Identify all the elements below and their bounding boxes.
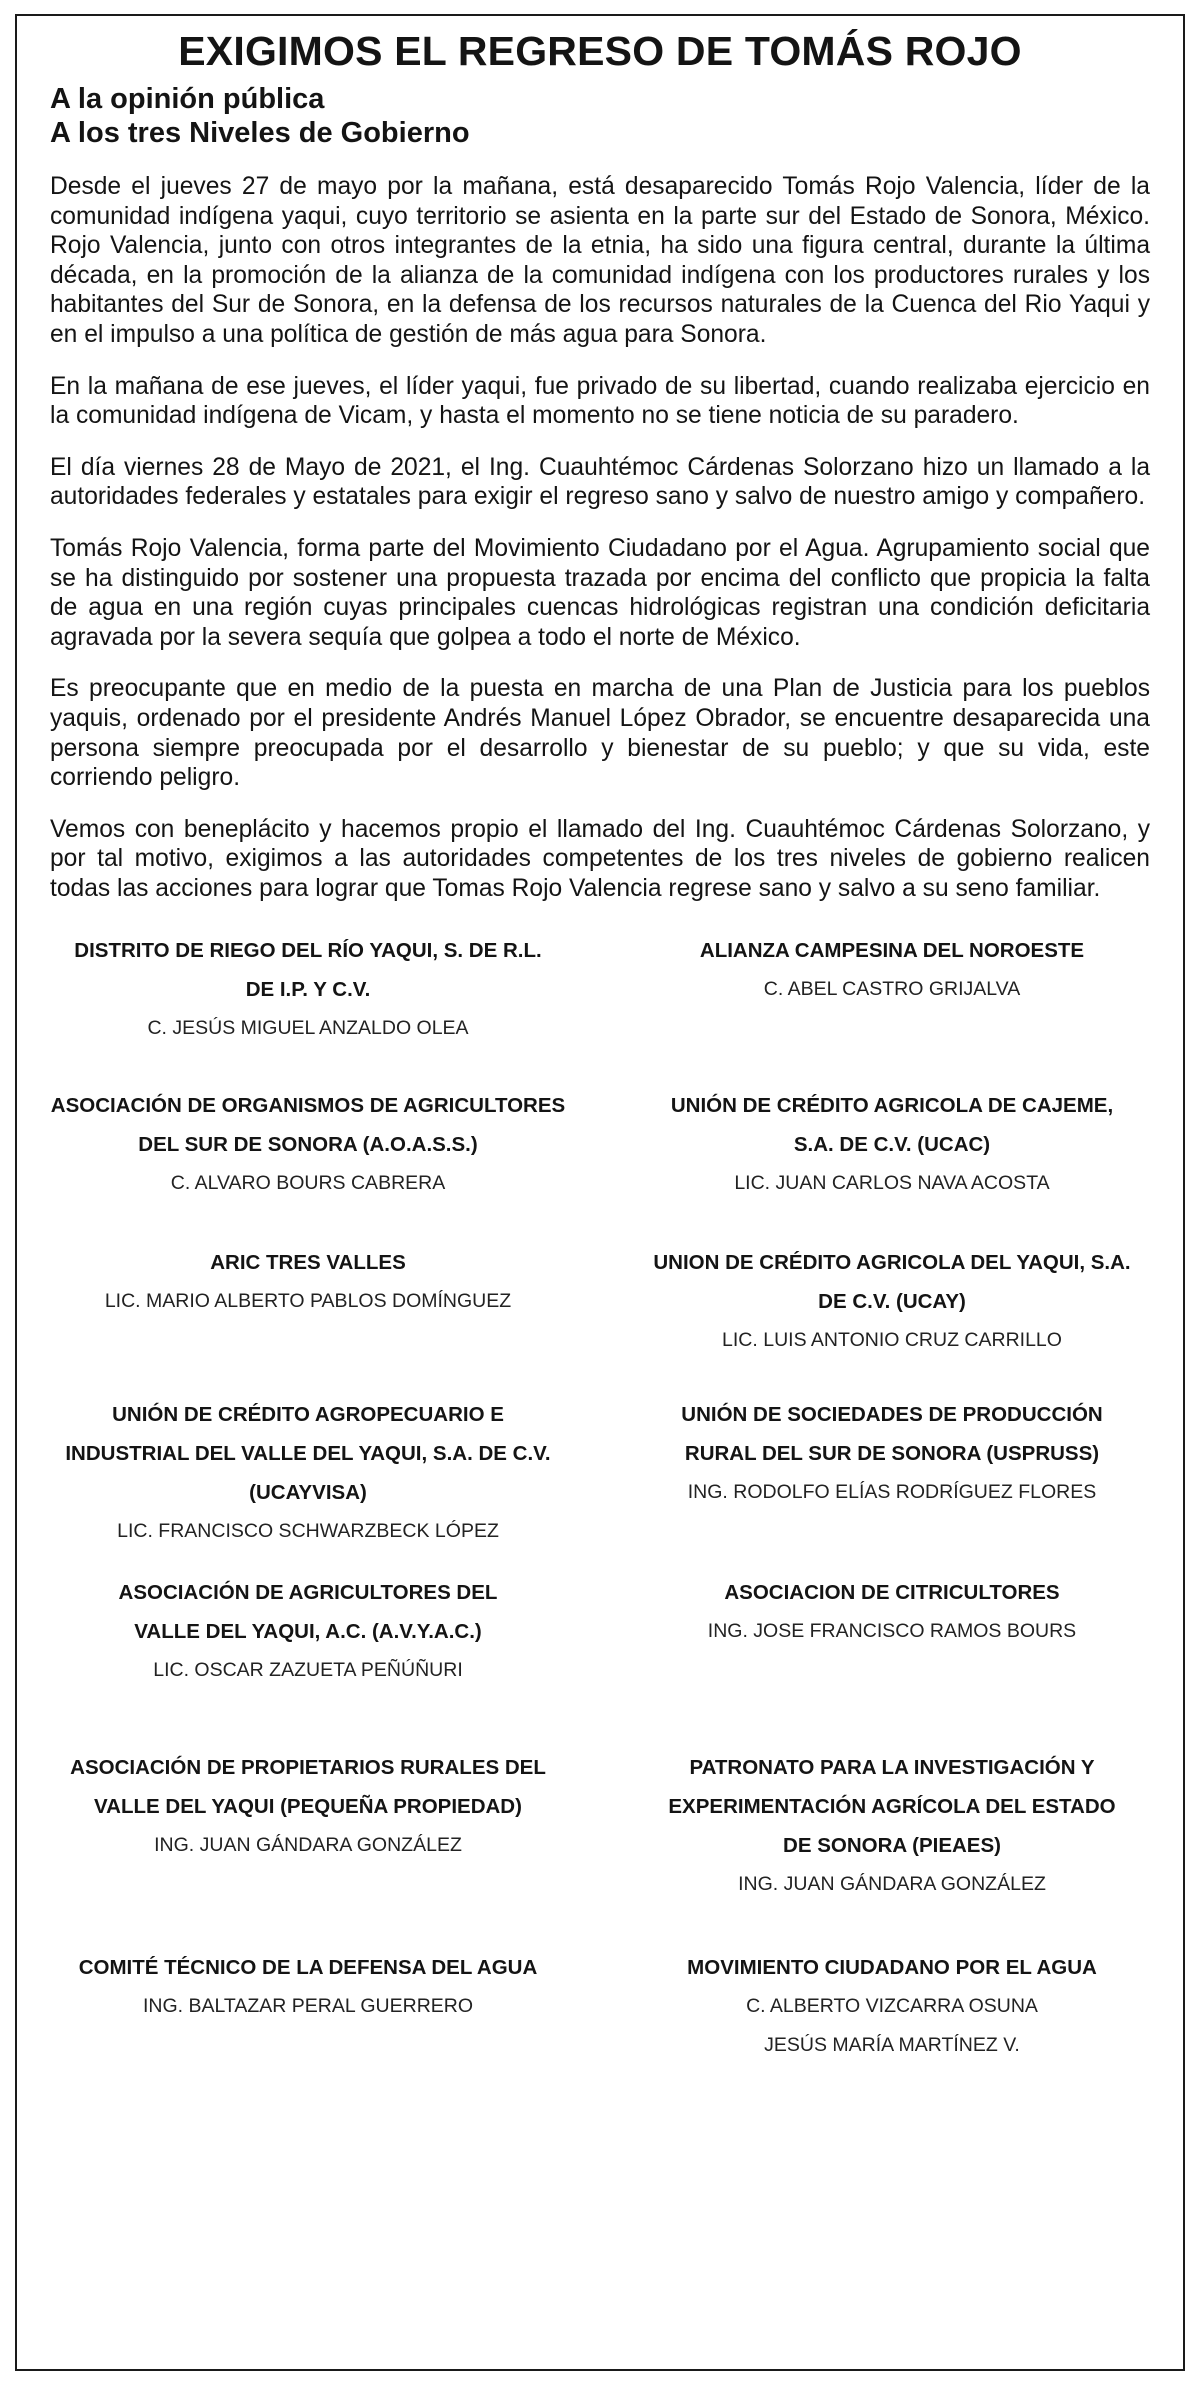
signatory-block [615, 1395, 1169, 1573]
signatory-representative: C. ABEL CASTRO GRIJALVA [763, 978, 1021, 1001]
signatory-organization: S.A. DE C.V. (UCAC) [793, 1133, 991, 1157]
signatory-representative: ING. RODOLFO ELÍAS RODRÍGUEZ FLORES [687, 1481, 1097, 1504]
signatory-organization: INDUSTRIAL DEL VALLE DEL YAQUI, S.A. DE C.V. [65, 1442, 551, 1466]
signatory-representative: LIC. LUIS ANTONIO CRUZ CARRILLO [722, 1329, 1062, 1352]
signatory-representative: ING. JUAN GÁNDARA GONZÁLEZ [154, 1834, 462, 1857]
signatory-organization: MOVIMIENTO CIUDADANO POR EL AGUA [687, 1956, 1097, 1980]
signatory-representative: LIC. MARIO ALBERTO PABLOS DOMÍNGUEZ [104, 1290, 512, 1313]
signatory-block [615, 931, 1169, 1086]
signatory-representative: C. ALBERTO VIZCARRA OSUNA [746, 1995, 1038, 2018]
signatory-representative: LIC. OSCAR ZAZUETA PEÑÚÑURI [153, 1659, 463, 1682]
signatory-organization: ALIANZA CAMPESINA DEL NOROESTE [699, 939, 1085, 963]
signatory-organization: DE C.V. (UCAY) [818, 1290, 966, 1314]
signatory-block [31, 931, 585, 1086]
signatory-representative: ING. JUAN GÁNDARA GONZÁLEZ [738, 1873, 1046, 1896]
paragraph-6: Vemos con beneplácito y hacemos propio el llamado del Ing. Cuauhtémoc Cárdenas Solorzano, y por tal motivo, exigimos a las autoridades competentes de los tres niveles de gobierno realicen todas las acciones para lograr que Tomas Rojo Valencia regrese sano y salvo a su seno familiar. [50, 815, 1150, 902]
signatory-block [615, 1573, 1169, 1748]
signatory-representative: JESÚS MARÍA MARTÍNEZ V. [764, 2034, 1020, 2057]
signatory-block [31, 1086, 585, 1243]
paragraph-4: Tomás Rojo Valencia, forma parte del Movimiento Ciudadano por el Agua. Agrupamiento social que se ha distinguido por sostener una propuesta trazada por encima del conflicto que propicia la falta de agua en una región cuyas principales cuencas hidrológicas registran una condición deficitaria agravada por la severa sequía que golpea a todo el norte de México. [50, 534, 1150, 651]
signatory-representative: ING. JOSE FRANCISCO RAMOS BOURS [707, 1620, 1077, 1643]
signatory-organization: ARIC TRES VALLES [210, 1251, 406, 1275]
signatory-organization: DE I.P. Y C.V. [245, 978, 371, 1002]
signatory-organization: DISTRITO DE RIEGO DEL RÍO YAQUI, S. DE R.L. [74, 939, 542, 963]
paragraph-5: Es preocupante que en medio de la puesta en marcha de una Plan de Justicia para los pueblos yaquis, ordenado por el presidente Andrés Manuel López Obrador, se encuentre desaparecida una persona siempre preocupada por el desarrollo y bienestar de su pueblo; y que su vida, este corriendo peligro. [50, 675, 1150, 792]
signatory-block [31, 1748, 585, 1948]
signatory-organization: RURAL DEL SUR DE SONORA (USPRUSS) [684, 1442, 1100, 1466]
signatory-representative: LIC. JUAN CARLOS NAVA ACOSTA [734, 1172, 1050, 1195]
addressee-public: A la opinión pública [50, 83, 325, 115]
signatory-block [615, 1748, 1169, 1948]
signatory-block [615, 1948, 1169, 2078]
signatory-organization: DE SONORA (PIEAES) [783, 1834, 1001, 1858]
signatory-block [615, 1086, 1169, 1243]
signatory-block [31, 1573, 585, 1748]
signatory-organization: UNIÓN DE CRÉDITO AGROPECUARIO E [112, 1403, 504, 1427]
signatory-block [31, 1395, 585, 1573]
signatory-representative: LIC. FRANCISCO SCHWARZBECK LÓPEZ [117, 1520, 499, 1543]
signatory-organization: EXPERIMENTACIÓN AGRÍCOLA DEL ESTADO [668, 1795, 1116, 1819]
signatory-organization: UNIÓN DE SOCIEDADES DE PRODUCCIÓN [681, 1403, 1103, 1427]
signatory-organization: UNION DE CRÉDITO AGRICOLA DEL YAQUI, S.A. [653, 1251, 1131, 1275]
signatory-organization: COMITÉ TÉCNICO DE LA DEFENSA DEL AGUA [78, 1956, 538, 1980]
paragraph-3: El día viernes 28 de Mayo de 2021, el Ing. Cuauhtémoc Cárdenas Solorzano hizo un llamado a la autoridades federales y estatales para exigir el regreso sano y salvo de nuestro amigo y compañero. [50, 453, 1150, 511]
signatory-organization: VALLE DEL YAQUI (PEQUEÑA PROPIEDAD) [94, 1795, 522, 1819]
paragraph-1: Desde el jueves 27 de mayo por la mañana, está desaparecido Tomás Rojo Valencia, líder de la comunidad indígena yaqui, cuyo territorio se asienta en la parte sur del Estado de Sonora, México. Rojo Valencia, junto con otros integrantes de la etnia, ha sido una figura central, durante la última década, en la promoción de la alianza de la comunidad indígena con los productores rurales y los habitantes del Sur de Sonora, en la defensa de los recursos naturales de la Cuenca del Rio Yaqui y en el impulso a una política de gestión de más agua para Sonora. [50, 173, 1150, 348]
signatory-representative: C. ALVARO BOURS CABRERA [170, 1172, 446, 1195]
addressee-government: A los tres Niveles de Gobierno [50, 117, 470, 149]
signatory-organization: ASOCIACIÓN DE AGRICULTORES DEL [118, 1581, 498, 1605]
signatory-organization: PATRONATO PARA LA INVESTIGACIÓN Y [689, 1756, 1095, 1780]
letter-body [17, 150, 1183, 903]
signatory-organization: ASOCIACION DE CITRICULTORES [724, 1581, 1060, 1605]
signatory-organization: ASOCIACIÓN DE PROPIETARIOS RURALES DEL [70, 1756, 546, 1780]
addressee-block [17, 82, 1183, 150]
signatory-block [615, 1243, 1169, 1395]
signatories-grid [17, 925, 1183, 2078]
signatory-representative: ING. BALTAZAR PERAL GUERRERO [142, 1995, 474, 2018]
headline: EXIGIMOS EL REGRESO DE TOMÁS ROJO [178, 28, 1022, 74]
signatory-organization: ASOCIACIÓN DE ORGANISMOS DE AGRICULTORES [50, 1094, 566, 1118]
signatory-organization: UNIÓN DE CRÉDITO AGRICOLA DE CAJEME, [670, 1094, 1114, 1118]
signatory-organization: DEL SUR DE SONORA (A.O.A.S.S.) [138, 1133, 478, 1157]
signatory-organization: (UCAYVISA) [249, 1481, 367, 1505]
paragraph-2: En la mañana de ese jueves, el líder yaqui, fue privado de su libertad, cuando realizaba ejercicio en la comunidad indígena de Vicam, y hasta el momento no se tiene noticia de su paradero. [50, 372, 1150, 430]
signatory-representative: C. JESÚS MIGUEL ANZALDO OLEA [147, 1017, 469, 1040]
signatory-organization: VALLE DEL YAQUI, A.C. (A.V.Y.A.C.) [134, 1620, 482, 1644]
signatory-block [31, 1948, 585, 2078]
newspaper-notice [15, 14, 1185, 2371]
signatory-block [31, 1243, 585, 1395]
